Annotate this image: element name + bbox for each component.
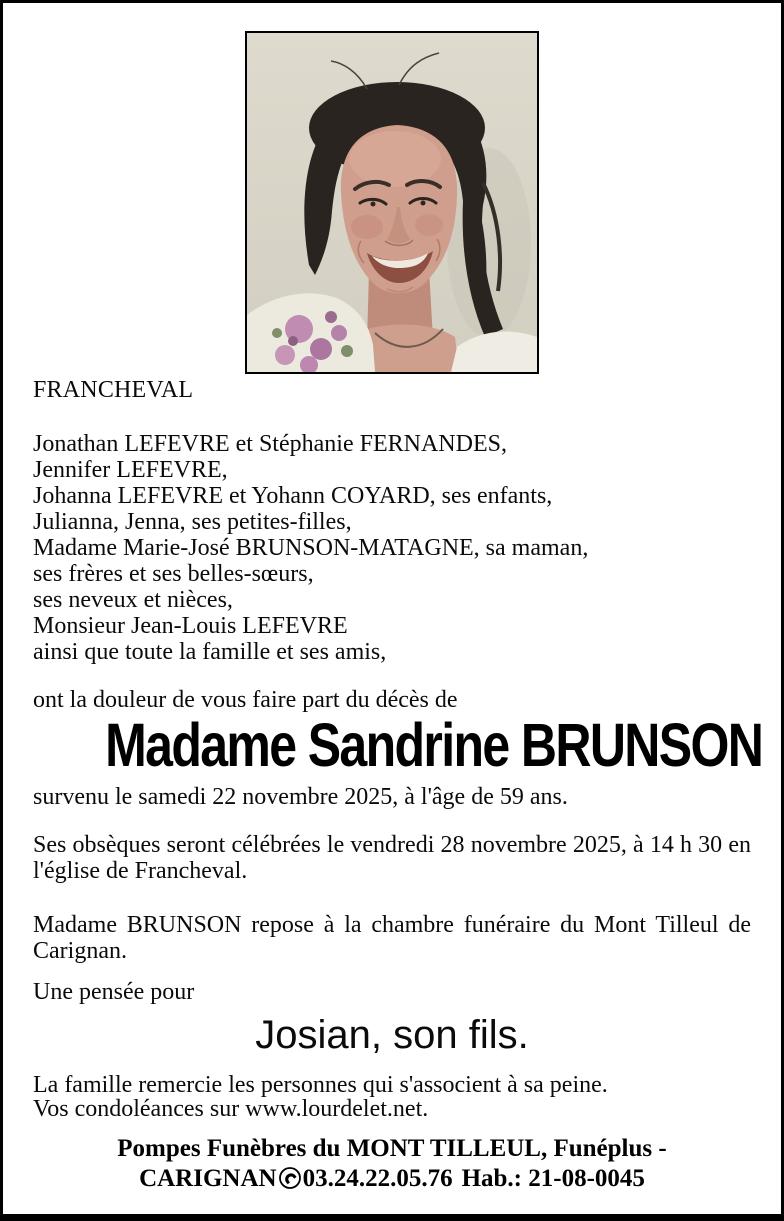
family-line: ses frères et ses belles-sœurs, [33, 561, 314, 587]
family-line: Julianna, Jenna, ses petites-filles, [33, 509, 352, 535]
repose-info-paragraph: Madame BRUNSON repose à la chambre funéraire du Mont Tilleul de Carignan. [33, 912, 751, 964]
thanks-line: La famille remercie les personnes qui s'associent à sa peine. [33, 1072, 608, 1098]
funeral-home-name: Pompes Funèbres du MONT TILLEUL, Funéplus - [117, 1135, 667, 1162]
family-list [33, 431, 751, 665]
deceased-name: Madame Sandrine BRUNSON [105, 711, 763, 779]
death-info-line: survenu le samedi 22 novembre 2025, à l'âge de 59 ans. [33, 784, 568, 810]
family-line: Jennifer LEFEVRE, [33, 457, 228, 483]
family-line: Monsieur Jean-Louis LEFEVRE [33, 613, 348, 639]
funeral-home-city: CARIGNAN [139, 1165, 277, 1192]
notice-body [3, 377, 781, 1198]
family-line: Johanna LEFEVRE et Yohann COYARD, ses enfants, [33, 483, 553, 509]
phone-icon [278, 1166, 302, 1198]
thanks-block [33, 1073, 751, 1121]
locality-heading: FRANCHEVAL [33, 377, 194, 403]
habilitation-number: Hab.: 21-08-0045 [461, 1165, 645, 1192]
funeral-home-contact [33, 1164, 751, 1198]
tribute-dedication: Josian, son fils. [255, 1013, 529, 1057]
phone-number: 03.24.22.05.76 [302, 1165, 453, 1192]
family-line: ainsi que toute la famille et ses amis, [33, 639, 387, 665]
family-line: Madame Marie-José BRUNSON-MATAGNE, sa maman, [33, 535, 589, 561]
tribute-intro-line: Une pensée pour [33, 979, 195, 1005]
family-line: ses neveux et nièces, [33, 587, 233, 613]
funeral-info-paragraph: Ses obsèques seront célébrées le vendredi 28 novembre 2025, à 14 h 30 en l'église de Francheval. [33, 832, 751, 884]
condolences-line: Vos condoléances sur www.lourdelet.net. [33, 1096, 429, 1122]
portrait-illustration [247, 33, 537, 372]
announcement-line: ont la douleur de vous faire part du décès de [33, 687, 458, 713]
family-line: Jonathan LEFEVRE et Stéphanie FERNANDES, [33, 431, 507, 457]
portrait-photo [245, 31, 539, 374]
funeral-home-footer [33, 1134, 751, 1198]
